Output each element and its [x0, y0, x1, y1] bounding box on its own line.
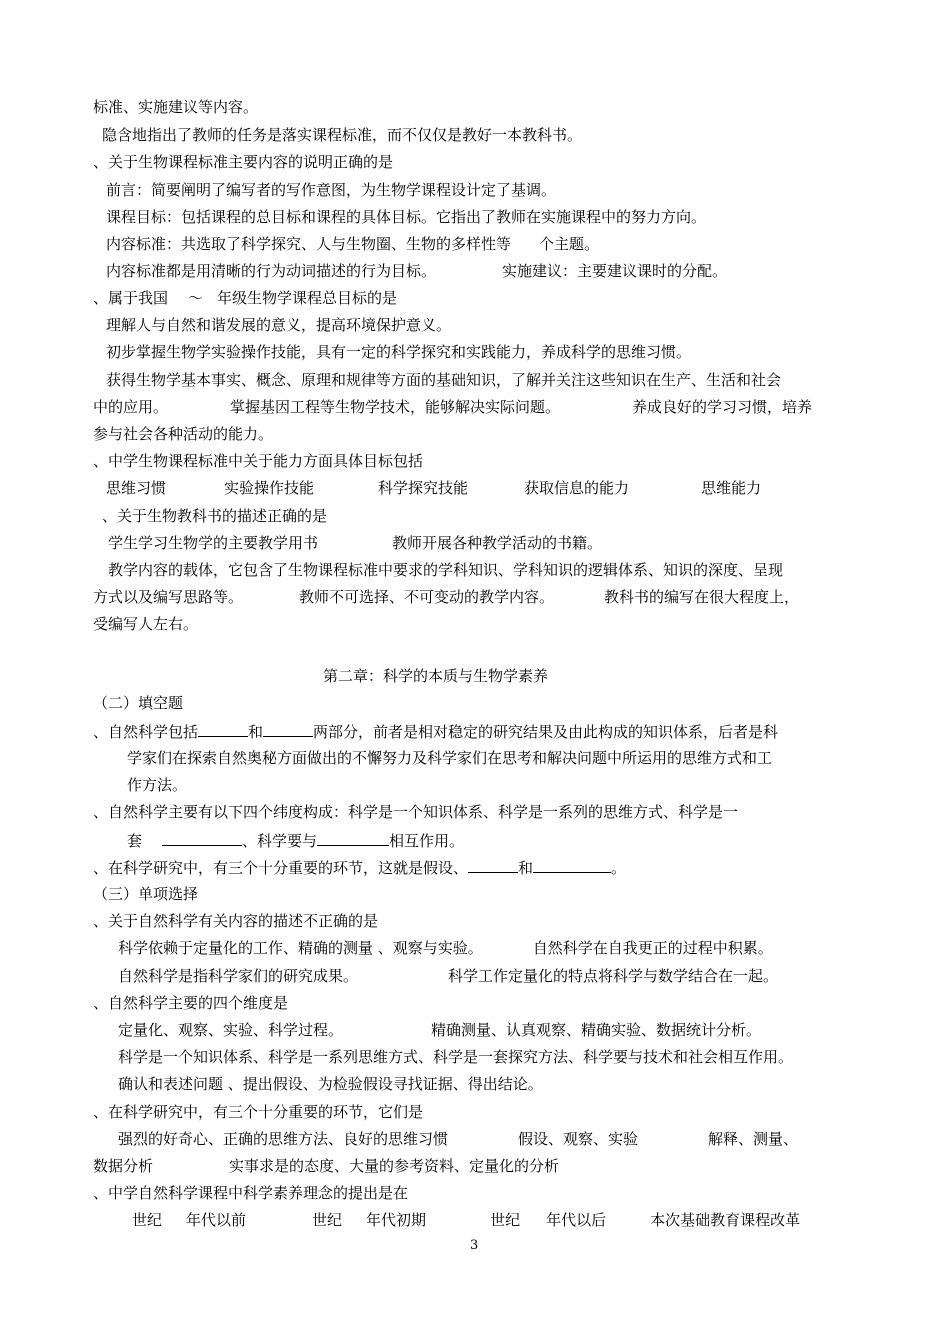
option-line: 教学内容的载体，它包含了生物课程标准中要求的学科知识、学科知识的逻辑体系、知识的深度、呈现: [108, 561, 784, 579]
option-text: 年代以后: [546, 1211, 607, 1229]
option-line: [118, 1129, 798, 1149]
option-line: [108, 533, 602, 553]
option-text: 教师开展各种教学活动的书籍。: [392, 534, 603, 552]
option-text: 方式以及编写思路等。: [93, 588, 244, 606]
option-text: 教科书的编写在很大程度上，: [604, 588, 800, 606]
text-line: 标准、实施建议等内容。: [93, 98, 259, 116]
option-text: 自然科学是指科学家们的研究成果。: [118, 967, 359, 985]
question-stem: 、关于自然科学有关内容的描述不正确的是: [93, 912, 379, 930]
option-line: [106, 234, 599, 254]
option-line: [93, 397, 812, 417]
option-line: 前言：简要阐明了编写者的写作意图，为生物学课程设计定了基调。: [106, 181, 557, 199]
option-text: 教师不可选择、不可变动的教学内容。: [299, 588, 555, 606]
option-line: 参与社会各种活动的能力。: [93, 425, 274, 443]
fill-question-cont: 学家们在探索自然奥秘方面做出的不懈努力及科学家们在思考和解决问题中所运用的思维方式和工: [127, 749, 773, 767]
option-text: 实验操作技能: [224, 479, 315, 497]
option-text: 数据分析: [93, 1157, 154, 1175]
option-line: [93, 587, 799, 607]
option-text: 解释、测量、: [708, 1130, 799, 1148]
text-line: 隐含地指出了教师的任务是落实课程标准，而不仅仅是教好一本教科书。: [102, 126, 583, 144]
answer-blank[interactable]: [263, 721, 313, 737]
page-number: 3: [470, 1238, 479, 1253]
answer-blank[interactable]: [317, 830, 389, 846]
question-stem: 、中学生物课程标准中关于能力方面具体目标包括: [93, 452, 424, 470]
option-line: [106, 261, 727, 281]
fill-question-cont: 作方法。: [127, 776, 188, 794]
option-line: 理解人与自然和谐发展的意义，提高环境保护意义。: [106, 316, 452, 334]
question-stem: 、在科学研究中，有三个十分重要的环节，它们是: [93, 1103, 424, 1121]
question-text: 和: [518, 859, 534, 877]
option-line: 课程目标：包括课程的总目标和课程的具体目标。它指出了教师在实施课程中的努力方向。: [106, 208, 707, 226]
option-line: [93, 1156, 559, 1176]
question-stem: 、自然科学主要的四个维度是: [93, 994, 289, 1012]
option-text: 科学工作定量化的特点将科学与数学结合在一起。: [448, 967, 779, 985]
answer-blank[interactable]: [533, 857, 611, 873]
option-text: 精确测量、认真观察、精确实验、数据统计分析。: [431, 1021, 762, 1039]
question-stem: [93, 288, 397, 308]
option-line: 受编写人左右。: [93, 615, 199, 633]
option-text: 思维能力: [701, 479, 762, 497]
option-text: 内容标准：共选取了科学探究、人与生物圈、生物的多样性等: [106, 235, 512, 253]
answer-blank[interactable]: [198, 721, 248, 737]
option-text: 年代以前: [186, 1211, 247, 1229]
option-line: 初步掌握生物学实验操作技能，具有一定的科学探究和实践能力，养成科学的思维习惯。: [106, 343, 692, 361]
fill-question: [93, 857, 626, 878]
option-text: 中的应用。: [93, 398, 169, 416]
stem-part: 、属于我国: [93, 289, 169, 307]
question-stem: 、中学自然科学课程中科学素养理念的提出是在: [93, 1184, 409, 1202]
option-text: 定量化、观察、实验、科学过程。: [118, 1021, 344, 1039]
option-line: 确认和表述问题 、提出假设、为检验假设寻找证据、得出结论。: [118, 1075, 543, 1093]
option-text: 世纪: [132, 1211, 163, 1229]
question-stem: 、关于生物教科书的描述正确的是: [102, 507, 328, 525]
question-text: 相互作用。: [389, 832, 465, 850]
question-text: 两部分，前者是相对稳定的研究结果及由此构成的知识体系，后者是科: [313, 723, 779, 741]
fill-question: 、自然科学主要有以下四个纬度构成：科学是一个知识体系、科学是一系列的思维方式、科学是一: [93, 803, 739, 821]
option-text: 年代初期: [366, 1211, 427, 1229]
option-text: 强烈的好奇心、正确的思维方法、良好的思维习惯: [118, 1130, 449, 1148]
question-text: 、科学要与: [242, 832, 318, 850]
section-heading: （三）单项选择: [93, 885, 199, 903]
option-text: 养成良好的学习习惯，培养: [632, 398, 813, 416]
option-line: [118, 938, 773, 958]
option-line: 科学是一个知识体系、科学是一系列思维方式、科学是一套探究方法、科学要与技术和社会相互作用。: [118, 1048, 794, 1066]
option-text: 个主题。: [539, 235, 600, 253]
chapter-heading: 第二章：科学的本质与生物学素养: [323, 667, 549, 685]
stem-part: 年级生物学课程总目标的是: [217, 289, 398, 307]
option-line: 获得生物学基本事实、概念、原理和规律等方面的基础知识，了解并关注这些知识在生产、生活和社会: [106, 371, 782, 389]
option-text: 科学探究技能: [378, 479, 469, 497]
option-text: 获取信息的能力: [524, 479, 630, 497]
option-line: [106, 478, 761, 498]
option-text: 实事求是的态度、大量的参考资料、定量化的分析: [229, 1157, 560, 1175]
question-text: 、自然科学包括: [93, 723, 199, 741]
question-text: 、在科学研究中，有三个十分重要的环节，这就是假设、: [93, 859, 469, 877]
question-text: 和: [248, 723, 264, 741]
option-text: 科学依赖于定量化的工作、精确的测量 、观察与实验。: [118, 939, 483, 957]
option-text: 自然科学在自我更正的过程中积累。: [532, 939, 773, 957]
fill-question-cont: [127, 830, 464, 851]
fill-question: [93, 721, 778, 742]
option-line: [118, 966, 778, 986]
option-text: 掌握基因工程等生物学技术，能够解决实际问题。: [230, 398, 561, 416]
stem-part: ～: [188, 289, 204, 307]
option-text: 本次基础教育课程改革: [650, 1211, 801, 1229]
answer-blank[interactable]: [468, 857, 518, 873]
option-text: 世纪: [490, 1211, 521, 1229]
option-text: 思维习惯: [106, 479, 167, 497]
section-heading: （二）填空题: [93, 694, 184, 712]
question-stem: 、关于生物课程标准主要内容的说明正确的是: [93, 153, 394, 171]
option-line: [118, 1020, 761, 1040]
question-text: 。: [611, 859, 627, 877]
option-text: 实施建议：主要建议课时的分配。: [502, 262, 728, 280]
answer-blank[interactable]: [162, 830, 242, 846]
option-text: 假设、观察、实验: [518, 1130, 639, 1148]
option-text: 内容标准都是用清晰的行为动词描述的行为目标。: [106, 262, 437, 280]
option-line: [132, 1210, 800, 1230]
option-text: 世纪: [312, 1211, 343, 1229]
option-text: 学生学习生物学的主要教学用书: [108, 534, 319, 552]
question-text: 套: [127, 832, 143, 850]
